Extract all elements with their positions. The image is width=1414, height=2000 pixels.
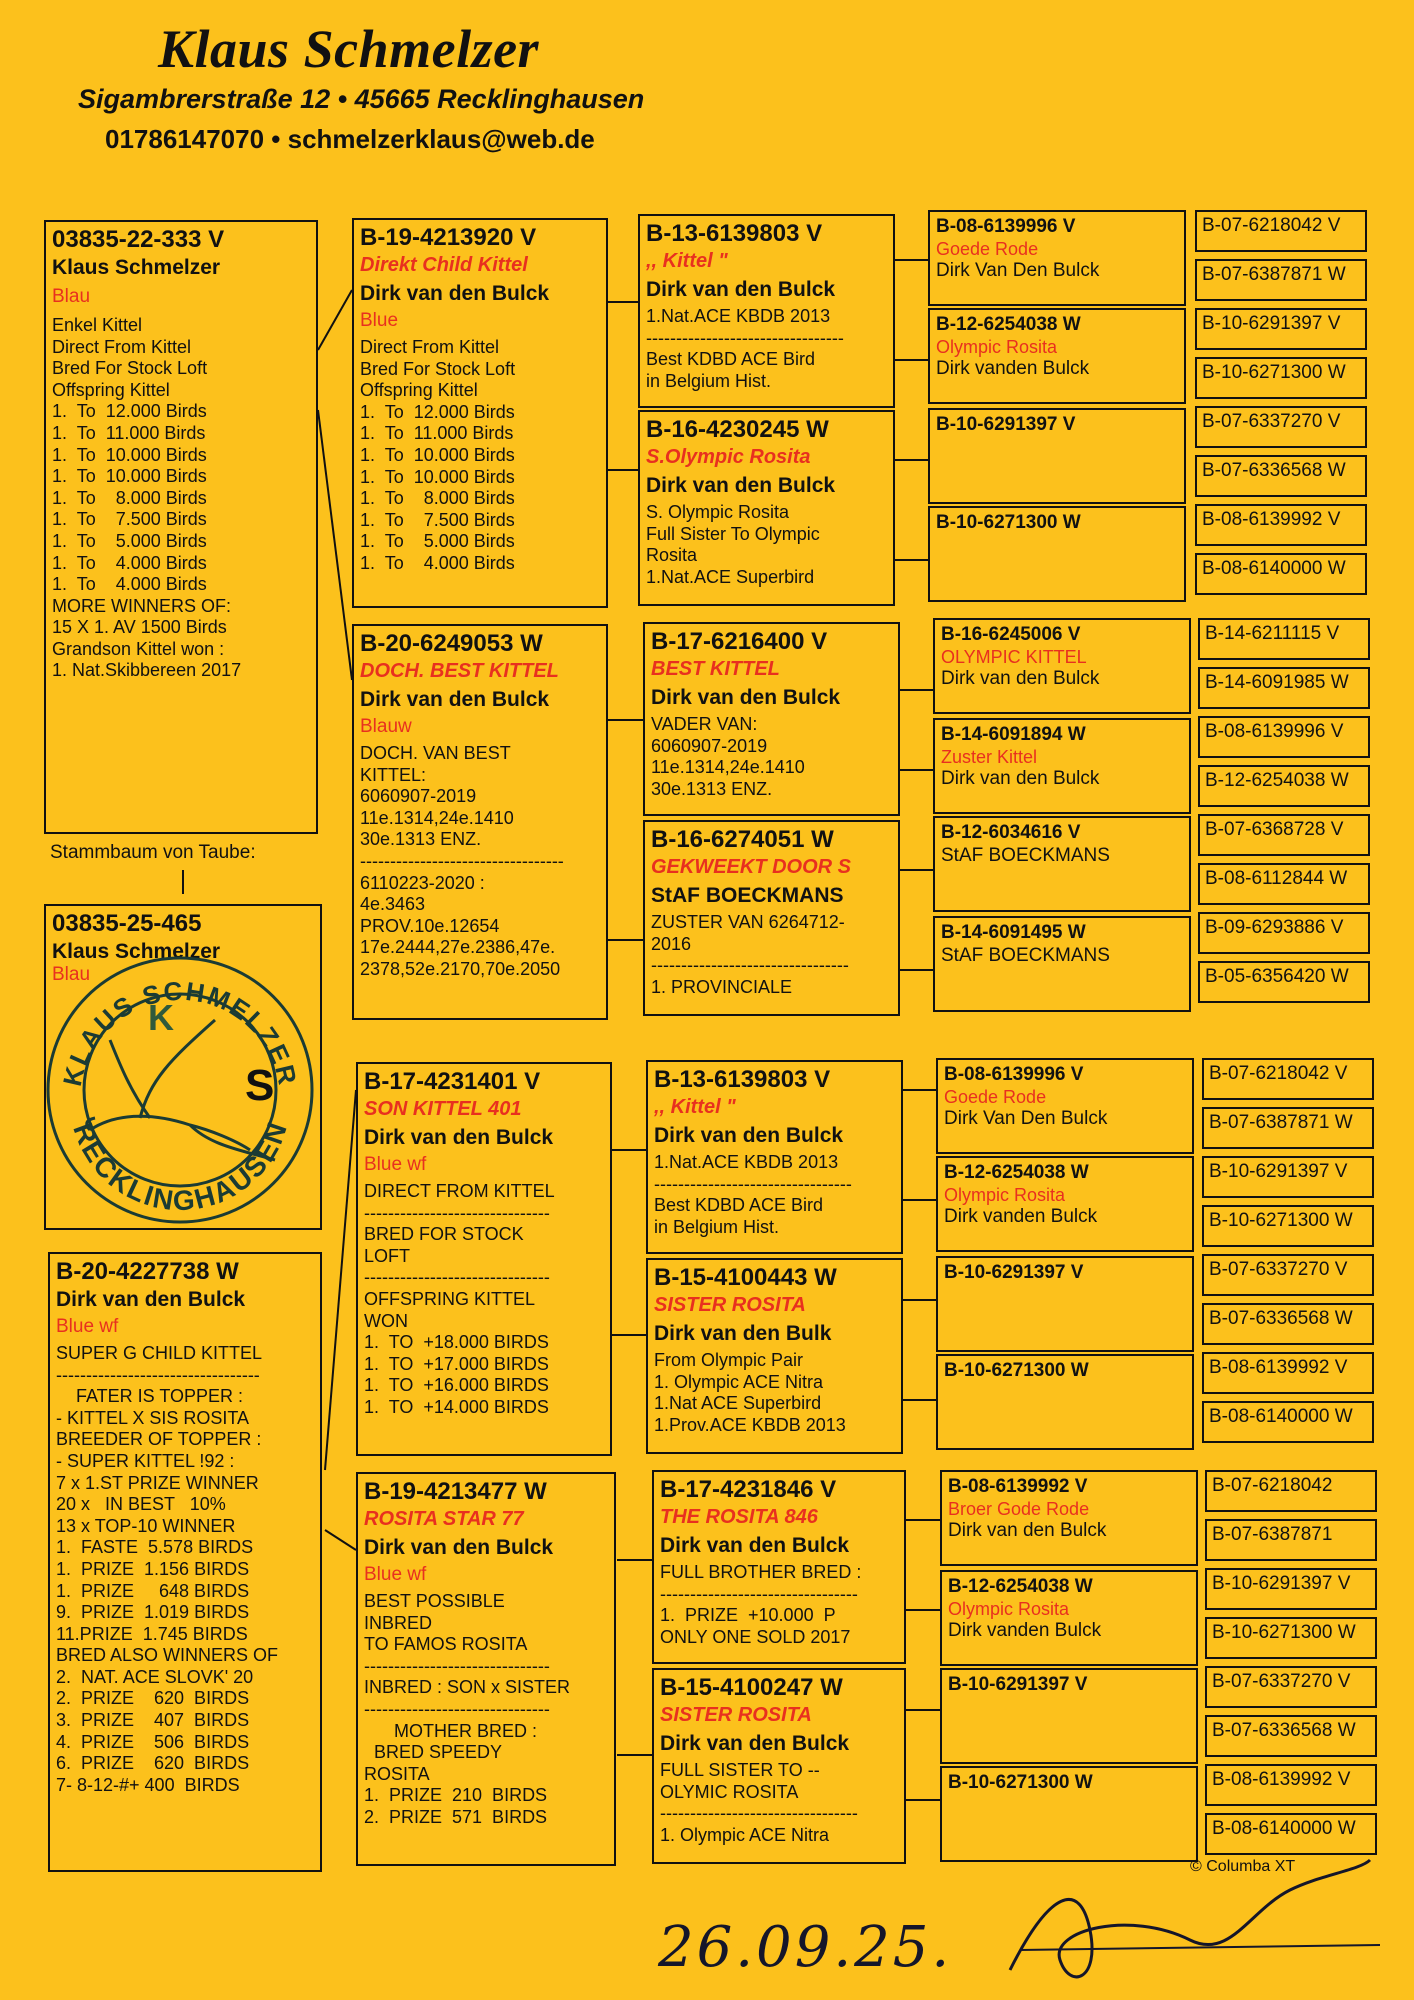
great-grandparent-ring: B-08-6139996 V [936, 216, 1076, 237]
subject2-ring: 03835-25-465 [52, 910, 202, 937]
great-grandparent-owner: StAF BOECKMANS [941, 844, 1110, 866]
stamp-bottom-text: RECKLINGHAUSEN [67, 1116, 294, 1217]
ancestor-ring-box: B-07-6336568 W [1202, 1303, 1374, 1345]
great-grandparent-owner: Dirk van den Bulck [941, 768, 1100, 790]
parent-color: Blue wf [364, 1564, 427, 1586]
note-line: ZUSTER VAN 6264712- [651, 912, 845, 933]
grandparent-card [638, 214, 895, 408]
grandparent-card [652, 1470, 906, 1664]
ancestor-ring-box: B-07-6218042 [1205, 1470, 1377, 1512]
note-line: MOTHER BRED : [364, 1720, 538, 1741]
great-grandparent-card [940, 1766, 1198, 1862]
grandparent-card [638, 410, 895, 606]
note-line: BRED FOR STOCK [364, 1224, 524, 1245]
great-grandparent-ring: B-10-6271300 W [944, 1360, 1089, 1381]
note-line: 6060907-2019 [360, 786, 477, 807]
grandparent-name: S.Olympic Rosita [646, 446, 811, 468]
grandparent-ring: B-13-6139803 V [654, 1066, 831, 1093]
note-line: 1. To 7.500 Birds [52, 509, 207, 530]
note-line: Best KDBD ACE Bird [646, 349, 816, 370]
ancestor-ring-box: B-14-6091985 W [1198, 667, 1370, 709]
grandparent-name: ,, Kittel " [646, 250, 728, 272]
great-grandparent-owner: Dirk Van Den Bulck [944, 1108, 1108, 1130]
note-line: 1. To 7.500 Birds [360, 509, 515, 530]
great-grandparent-card [933, 718, 1191, 814]
great-grandparent-owner: Dirk van den Bulck [941, 668, 1100, 690]
note-line: DOCH. VAN BEST [360, 742, 511, 763]
parent-name: Direkt Child Kittel [360, 254, 528, 276]
note-line: 1. To 10.000 Birds [360, 444, 515, 465]
note-line: in Belgium Hist. [654, 1216, 780, 1237]
ancestor-ring-box: B-08-6139992 V [1202, 1352, 1374, 1394]
grandparent-name: THE ROSITA 846 [660, 1506, 818, 1528]
parent-ring: B-20-6249053 W [360, 630, 543, 657]
ancestor-ring-box: B-07-6368728 V [1198, 814, 1370, 856]
note-line: 2016 [651, 933, 692, 954]
note-line: 1.Nat.ACE Superbird [646, 566, 815, 587]
great-grandparent-ring: B-12-6254038 W [948, 1576, 1093, 1597]
ancestor-ring-box: B-10-6291397 V [1195, 308, 1367, 350]
grandparent-ring: B-13-6139803 V [646, 220, 823, 247]
ancestor-ring-box: B-08-6140000 W [1205, 1813, 1377, 1855]
note-line: 2. PRIZE 620 BIRDS [56, 1688, 250, 1709]
parent-owner: Dirk van den Bulck [364, 1126, 554, 1149]
subject-notes [52, 315, 310, 682]
great-grandparent-owner: Dirk Van Den Bulck [936, 260, 1100, 282]
ancestor-ring-box: B-08-6140000 W [1195, 553, 1367, 595]
ancestor-ring-box: B-10-6291397 V [1202, 1156, 1374, 1198]
note-line: 1. PRIZE 648 BIRDS [56, 1580, 250, 1601]
note-line: 1.Nat.ACE KBDB 2013 [646, 306, 831, 327]
ancestor-ring-box: B-10-6271300 W [1202, 1205, 1374, 1247]
ancestor-ring-box: B-08-6139992 V [1205, 1764, 1377, 1806]
great-grandparent-owner: Dirk vanden Bulck [948, 1620, 1102, 1642]
ancestor-ring-box: B-07-6337270 V [1195, 406, 1367, 448]
parent-card [356, 1472, 616, 1866]
note-line: 1. Nat.Skibbereen 2017 [52, 660, 242, 681]
note-line: MORE WINNERS OF: [52, 595, 231, 616]
great-grandparent-color: Olympic Rosita [936, 336, 1058, 357]
handwritten-date: 26.09.25. [658, 1915, 953, 1980]
grandparent-name: SISTER ROSITA [660, 1704, 812, 1726]
subject-pigeon-card [44, 220, 318, 834]
note-line: 1. PRIZE 1.156 BIRDS [56, 1558, 250, 1579]
note-line: 1. To 10.000 Birds [52, 444, 207, 465]
note-line: Bred For Stock Loft [52, 358, 208, 379]
dam-ring: B-20-4227738 W [56, 1258, 239, 1285]
parent-color: Blue [360, 310, 399, 332]
parent-name: DOCH. BEST KITTEL [360, 660, 559, 682]
note-line: ---------------------------------- [56, 1364, 260, 1385]
note-line: FATER IS TOPPER : [56, 1386, 244, 1407]
parent-name: ROSITA STAR 77 [364, 1508, 524, 1530]
signature-icon [990, 1850, 1390, 2000]
note-line: BREEDER OF TOPPER : [56, 1429, 262, 1450]
great-grandparent-color: Goede Rode [936, 238, 1039, 259]
note-line: 11e.1314,24e.1410 [651, 757, 805, 778]
great-grandparent-card [928, 506, 1186, 602]
great-grandparent-ring: B-14-6091495 W [941, 922, 1086, 943]
great-grandparent-color: Olympic Rosita [948, 1598, 1070, 1619]
ancestor-ring-box: B-10-6271300 W [1205, 1617, 1377, 1659]
note-line: 1. To 12.000 Birds [52, 401, 207, 422]
note-line: LOFT [364, 1245, 411, 1266]
subject-ring: 03835-22-333 V [52, 226, 225, 253]
note-line: 2. NAT. ACE SLOVK' 20 [56, 1666, 254, 1687]
note-line: OFFSPRING KITTEL [364, 1288, 536, 1309]
ancestor-ring-box: B-14-6211115 V [1198, 618, 1370, 660]
note-line: 1. To 10.000 Birds [360, 466, 515, 487]
ancestor-ring-box: B-05-6356420 W [1198, 961, 1370, 1003]
great-grandparent-card [928, 210, 1186, 306]
note-line: 1.Nat ACE Superbird [654, 1393, 822, 1414]
note-line: ONLY ONE SOLD 2017 [660, 1626, 851, 1647]
note-line: Grandson Kittel won : [52, 638, 225, 659]
note-line: 7 x 1.ST PRIZE WINNER [56, 1472, 259, 1493]
note-line: 15 X 1. AV 1500 Birds [52, 617, 227, 638]
note-line: --------------------------------- [660, 1583, 858, 1604]
subject-owner: Klaus Schmelzer [52, 256, 221, 279]
great-grandparent-card [933, 916, 1191, 1012]
note-line: 1. To 4.000 Birds [52, 574, 207, 595]
note-line: Direct From Kittel [360, 336, 500, 357]
great-grandparent-ring: B-12-6254038 W [944, 1162, 1089, 1183]
grandparent-card [643, 622, 900, 816]
note-line: Offspring Kittel [360, 380, 478, 401]
great-grandparent-ring: B-08-6139996 V [944, 1064, 1084, 1085]
connector-tick [182, 870, 184, 894]
stamp-top-text: KLAUS SCHMELZER [56, 975, 304, 1089]
note-line: From Olympic Pair [654, 1350, 804, 1371]
great-grandparent-ring: B-10-6291397 V [948, 1674, 1088, 1695]
note-line: Bred For Stock Loft [360, 358, 516, 379]
parent-ring: B-19-4213920 V [360, 224, 537, 251]
great-grandparent-ring: B-10-6291397 V [936, 414, 1076, 435]
note-line: in Belgium Hist. [646, 370, 772, 391]
ancestor-ring-box: B-07-6387871 W [1195, 259, 1367, 301]
great-grandparent-ring: B-16-6245006 V [941, 624, 1081, 645]
grandparent-card [643, 820, 900, 1016]
note-line: 1. To 8.000 Birds [52, 487, 207, 508]
grandparent-ring: B-15-4100443 W [654, 1264, 837, 1291]
copyright-note: © Columba XT [1190, 1858, 1296, 1875]
great-grandparent-owner: Dirk vanden Bulck [936, 358, 1090, 380]
grandparent-card [652, 1668, 906, 1864]
great-grandparent-ring: B-10-6291397 V [944, 1262, 1084, 1283]
parent-color: Blauw [360, 716, 412, 738]
note-line: 1. TO +14.000 BIRDS [364, 1396, 549, 1417]
note-line: - KITTEL X SIS ROSITA [56, 1407, 250, 1428]
great-grandparent-color: OLYMPIC KITTEL [941, 646, 1087, 667]
note-line: BRED ALSO WINNERS OF [56, 1645, 279, 1666]
note-line: 1. To 5.000 Birds [52, 530, 207, 551]
note-line: TO FAMOS ROSITA [364, 1634, 528, 1655]
note-line: 11.PRIZE 1.745 BIRDS [56, 1623, 248, 1644]
breeder-contact: 01786147070 • schmelzerklaus@web.de [105, 124, 595, 154]
note-line: ROSITA [364, 1763, 430, 1784]
subject2-owner: Klaus Schmelzer [52, 940, 221, 963]
great-grandparent-card [936, 1354, 1194, 1450]
parent-owner: Dirk van den Bulck [364, 1536, 554, 1559]
note-line: 4. PRIZE 506 BIRDS [56, 1731, 250, 1752]
great-grandparent-card [940, 1668, 1198, 1764]
ancestor-ring-box: B-09-6293886 V [1198, 912, 1370, 954]
grandparent-owner: Dirk van den Bulck [660, 1732, 850, 1755]
breeder-stamp [40, 950, 320, 1230]
great-grandparent-color: Broer Gode Rode [948, 1498, 1090, 1519]
note-line: WON [364, 1310, 408, 1331]
grandparent-ring: B-15-4100247 W [660, 1674, 843, 1701]
note-line: 1. PRIZE +10.000 P [660, 1605, 836, 1626]
grandparent-card [646, 1060, 903, 1254]
great-grandparent-card [933, 618, 1191, 714]
note-line: 1. Olympic ACE Nitra [660, 1824, 830, 1845]
note-line: ------------------------------- [364, 1698, 550, 1719]
parent-name: SON KITTEL 401 [364, 1098, 522, 1120]
parent-color: Blue wf [364, 1154, 427, 1176]
great-grandparent-ring: B-14-6091894 W [941, 724, 1086, 745]
note-line: --------------------------------- [646, 327, 844, 348]
note-line: 1. TO +16.000 BIRDS [364, 1375, 549, 1396]
great-grandparent-color: Zuster Kittel [941, 746, 1038, 767]
grandparent-ring: B-17-6216400 V [651, 628, 828, 655]
breeder-address: Sigambrerstraße 12 • 45665 Recklinghausen [78, 84, 645, 114]
subject2-color: Blau [52, 964, 91, 986]
parent-card [356, 1062, 612, 1456]
dam-color: Blue wf [56, 1316, 119, 1338]
note-line: INBRED : SON x SISTER [364, 1677, 571, 1698]
ancestor-ring-box: B-07-6337270 V [1202, 1254, 1374, 1296]
ancestor-ring-box: B-07-6336568 W [1195, 455, 1367, 497]
grandparent-owner: Dirk van den Bulck [654, 1124, 844, 1147]
grandparent-owner: Dirk van den Bulck [646, 474, 836, 497]
note-line: KITTEL: [360, 764, 427, 785]
note-line: 1. FASTE 5.578 BIRDS [56, 1537, 254, 1558]
grandparent-owner: Dirk van den Bulk [654, 1322, 832, 1345]
grandparent-ring: B-16-6274051 W [651, 826, 834, 853]
grandparent-name: BEST KITTEL [651, 658, 780, 680]
great-grandparent-card [936, 1256, 1194, 1352]
ancestor-ring-box: B-07-6337270 V [1205, 1666, 1377, 1708]
great-grandparent-card [928, 308, 1186, 404]
note-line: 4e.3463 [360, 894, 426, 915]
grandparent-name: GEKWEEKT DOOR S [651, 856, 852, 878]
note-line: 1. To 11.000 Birds [360, 423, 514, 444]
great-grandparent-card [928, 408, 1186, 504]
ancestor-ring-box: B-08-6140000 W [1202, 1401, 1374, 1443]
note-line: 1. To 10.000 Birds [52, 466, 207, 487]
parent-owner: Dirk van den Bulck [360, 282, 550, 305]
note-line: Best KDBD ACE Bird [654, 1195, 824, 1216]
great-grandparent-card [936, 1058, 1194, 1154]
grandparent-ring: B-16-4230245 W [646, 416, 829, 443]
great-grandparent-ring: B-10-6271300 W [936, 512, 1081, 533]
note-line: S. Olympic Rosita [646, 502, 790, 523]
note-line: 1. TO +17.000 BIRDS [364, 1353, 549, 1374]
note-line: 1. To 4.000 Birds [360, 552, 515, 573]
note-line: 30e.1313 ENZ. [651, 778, 773, 799]
ancestor-ring-box: B-10-6271300 W [1195, 357, 1367, 399]
note-line: Offspring Kittel [52, 379, 170, 400]
stamp-initial-s: S [245, 1061, 275, 1110]
ancestor-ring-box: B-08-6139992 V [1195, 504, 1367, 546]
note-line: 2. PRIZE 571 BIRDS [364, 1806, 548, 1827]
great-grandparent-card [936, 1156, 1194, 1252]
note-line: FULL SISTER TO -- [660, 1760, 820, 1781]
dam-notes [56, 1343, 314, 1796]
great-grandparent-ring: B-08-6139992 V [948, 1476, 1088, 1497]
great-grandparent-card [940, 1470, 1198, 1566]
note-line: SUPER G CHILD KITTEL [56, 1342, 263, 1363]
parent-ring: B-19-4213477 W [364, 1478, 547, 1505]
note-line: 11e.1314,24e.1410 [360, 807, 514, 828]
note-line: 3. PRIZE 407 BIRDS [56, 1710, 250, 1731]
svg-text:RECKLINGHAUSEN [67, 1117, 293, 1217]
note-line: 30e.1313 ENZ. [360, 829, 482, 850]
note-line: 13 x TOP-10 WINNER [56, 1515, 236, 1536]
stamp-initial-k: K [148, 997, 174, 1038]
note-line: 1. To 4.000 Birds [52, 552, 207, 573]
note-line: 6. PRIZE 620 BIRDS [56, 1753, 250, 1774]
note-line: ------------------------------- [364, 1202, 550, 1223]
note-line: --------------------------------- [654, 1173, 852, 1194]
great-grandparent-card [940, 1570, 1198, 1666]
great-grandparent-owner: StAF BOECKMANS [941, 944, 1110, 966]
ancestor-ring-box: B-08-6139996 V [1198, 716, 1370, 758]
note-line: BEST POSSIBLE [364, 1590, 505, 1611]
grandparent-owner: Dirk van den Bulck [651, 686, 841, 709]
note-line: - SUPER KITTEL !92 : [56, 1450, 235, 1471]
breeder-name: Klaus Schmelzer [158, 19, 540, 79]
grandparent-card [646, 1258, 903, 1454]
note-line: 1.Nat.ACE KBDB 2013 [654, 1152, 839, 1173]
note-line: 1. To 12.000 Birds [360, 401, 515, 422]
note-line: 6060907-2019 [651, 735, 768, 756]
grandparent-owner: Dirk van den Bulck [660, 1534, 850, 1557]
ancestor-ring-box: B-07-6218042 V [1195, 210, 1367, 252]
grandparent-name: ,, Kittel " [654, 1096, 736, 1118]
note-line: FULL BROTHER BRED : [660, 1562, 862, 1583]
ancestor-ring-box: B-07-6387871 [1205, 1519, 1377, 1561]
note-line: 1. TO +18.000 BIRDS [364, 1332, 549, 1353]
dam-card [48, 1252, 322, 1872]
great-grandparent-ring: B-12-6034616 V [941, 822, 1081, 843]
note-line: 6110223-2020 : [360, 872, 485, 893]
parent-card [352, 624, 608, 1020]
subject-color: Blau [52, 286, 91, 308]
note-line: 1. PRIZE 210 BIRDS [364, 1785, 548, 1806]
note-line: Enkel Kittel [52, 314, 143, 335]
note-line: 9. PRIZE 1.019 BIRDS [56, 1602, 250, 1623]
grandparent-ring: B-17-4231846 V [660, 1476, 837, 1503]
ancestor-ring-box: B-10-6291397 V [1205, 1568, 1377, 1610]
grandparent-owner: StAF BOECKMANS [651, 884, 844, 907]
note-line: --------------------------------- [660, 1803, 858, 1824]
great-grandparent-owner: Dirk vanden Bulck [944, 1206, 1098, 1228]
note-line: ------------------------------- [364, 1267, 550, 1288]
note-line: Full Sister To Olympic [646, 523, 820, 544]
note-line: 1. To 5.000 Birds [360, 531, 515, 552]
great-grandparent-card [933, 816, 1191, 912]
note-line: --------------------------------- [651, 955, 849, 976]
note-line: Rosita [646, 545, 698, 566]
stammbaum-label: Stammbaum von Taube: [50, 842, 256, 863]
note-line: BRED SPEEDY [364, 1742, 503, 1763]
note-line: 7- 8-12-#+ 400 BIRDS [56, 1774, 240, 1795]
ancestor-ring-box: B-07-6336568 W [1205, 1715, 1377, 1757]
note-line: ---------------------------------- [360, 850, 564, 871]
ancestor-ring-box: B-08-6112844 W [1198, 863, 1370, 905]
note-line: PROV.10e.12654 [360, 915, 500, 936]
great-grandparent-ring: B-12-6254038 W [936, 314, 1081, 335]
grandparent-owner: Dirk van den Bulck [646, 278, 836, 301]
note-line: 1. Olympic ACE Nitra [654, 1371, 824, 1392]
great-grandparent-color: Goede Rode [944, 1086, 1047, 1107]
note-line: DIRECT FROM KITTEL [364, 1180, 555, 1201]
note-line: OLYMIC ROSITA [660, 1781, 799, 1802]
note-line: Direct From Kittel [52, 336, 192, 357]
great-grandparent-color: Olympic Rosita [944, 1184, 1066, 1205]
parent-ring: B-17-4231401 V [364, 1068, 541, 1095]
ancestor-ring-box: B-07-6218042 V [1202, 1058, 1374, 1100]
note-line: ------------------------------- [364, 1655, 550, 1676]
note-line: 1. PROVINCIALE [651, 976, 793, 997]
note-line: 1. To 8.000 Birds [360, 488, 515, 509]
great-grandparent-ring: B-10-6271300 W [948, 1772, 1093, 1793]
note-line: 20 x IN BEST 10% [56, 1494, 226, 1515]
ancestor-ring-box: B-07-6387871 W [1202, 1107, 1374, 1149]
note-line: 1.Prov.ACE KBDB 2013 [654, 1414, 846, 1435]
note-line: 2378,52e.2170,70e.2050 [360, 958, 561, 979]
parent-card [352, 218, 608, 608]
parent-owner: Dirk van den Bulck [360, 688, 550, 711]
dam-owner: Dirk van den Bulck [56, 1288, 246, 1311]
note-line: 1. To 11.000 Birds [52, 422, 206, 443]
ancestor-ring-box: B-12-6254038 W [1198, 765, 1370, 807]
grandparent-name: SISTER ROSITA [654, 1294, 806, 1316]
note-line: VADER VAN: [651, 714, 758, 735]
great-grandparent-owner: Dirk van den Bulck [948, 1520, 1107, 1542]
note-line: INBRED [364, 1612, 433, 1633]
note-line: 17e.2444,27e.2386,47e. [360, 937, 556, 958]
